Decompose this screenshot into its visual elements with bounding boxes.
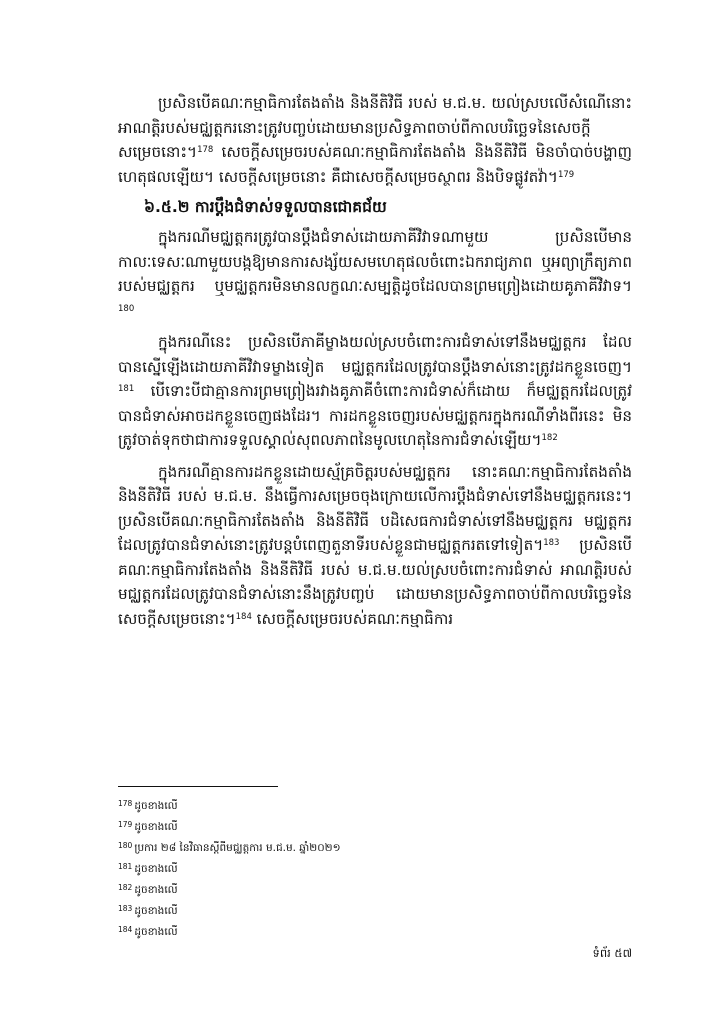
footnote-text: ដូចខាងលើ [134,800,178,812]
text-run: ក្នុងករណីមជ្ឈត្តករត្រូវបានប្តឹងជំទាស់ដោយភាគីវិវាទណាមួយ ប្រសិនបើមានកាលៈទេសៈណាមួយបង្កឱ្យមានការសង្ស័យសមហេតុផលចំពោះឯករាជ្យភាព ឬអព្យាក្រឹត្យភាពរបស់មជ្ឈត្តករ ឬមជ្ឈត្តករមិនមានលក្ខណៈសម្បត្តិដូចដែលបានព្រមព្រៀងដោយគូភាគីវិវាទ។ [118,228,632,295]
text-run: បើទោះបីជាគ្មានការព្រមព្រៀងរវាងគូភាគីចំពោះការជំទាស់ក៏ដោយ ក៏មជ្ឈត្តករដែលត្រូវបានជំទាស់អាចដកខ្លួនចេញផងដែរ។ ការដកខ្លួនចេញរបស់មជ្ឈត្តករក្នុងករណីទាំងពីរនេះ មិនត្រូវចាត់ទុកថាជាការទទួលស្គាល់សុពលភាពនៃមូលហេតុនៃការជំទាស់ឡើយ។ [118,382,632,449]
footnote-ref: 179 [557,169,575,180]
footnote [118,796,618,817]
footnote-number: 178 [118,799,133,808]
footnote-ref: 183 [543,538,560,548]
footnote-text: ប្រការ ២៨ នៃវិធានស្តីពីមជ្ឈត្តការ ម.ជ.ម. ឆ្នាំ២០២១ [134,842,341,854]
text-run: សេចក្តីសម្រេចរបស់គណៈកម្មាធិការតែងតាំង និងនីតិវិធី មិនចាំបាច់បង្ហាញហេតុផលឡើយ។ សេចក្តីសម្រេចនោះ គឺជាសេចក្តីសម្រេចស្ថាពរ និងបិទផ្លូវតវ៉ា។ [118,143,632,186]
footnote [118,922,618,943]
footnote-separator [118,786,278,787]
paragraph [118,91,632,189]
footnote [118,817,618,838]
footnote-text: ដូចខាងលើ [134,905,178,917]
footnote-number: 182 [118,883,133,892]
footnote-ref: 184 [235,611,252,622]
text-run: ក្នុងករណីគ្មានការដកខ្លួនដោយស្ម័គ្រចិត្តរបស់មជ្ឈត្តករ នោះគណៈកម្មាធិការតែងតាំង និងនីតិវិធី របស់ ម.ជ.ម. នឹងធ្វើការសម្រេចចុងក្រោយលើការប្តឹងជំទាស់ទៅនឹងមជ្ឈត្តករនេះ។ ប្រសិនបើគណៈកម្មាធិការតែងតាំង និងនីតិវិធី បដិសេធការជំទាស់ទៅនឹងមជ្ឈត្តករ មជ្ឈត្តករដែលត្រូវបានជំទាស់នោះត្រូវបន្តបំពេញតួនាទីរបស់ខ្លួនជាមជ្ឈត្តករតទៅទៀត។ [118,462,632,554]
footnote [118,901,618,922]
footnote-text: ដូចខាងលើ [134,821,178,833]
footnote-ref: 181 [118,384,135,394]
text-run: សេចក្តីសម្រេចរបស់គណៈកម្មាធិការ [251,609,454,628]
footnote-ref: 178 [197,145,214,155]
body-text [118,91,632,631]
footnote [118,859,618,880]
footnote-number: 184 [118,925,133,934]
footnote-ref: 182 [541,433,558,443]
paragraph [118,460,632,632]
footnote-text: ដូចខាងលើ [134,863,178,875]
section-heading: ៦.៥.២ ការប្តឹងជំទាស់ទទួលបានជោគជ័យ [144,198,387,216]
footnote-number: 180 [118,841,133,850]
text-run: ប្រសិនបើគណៈកម្មាធិការតែងតាំង និងនីតិវិធី របស់ ម.ជ.ម.យល់ស្របចំពោះការជំទាស់ អាណត្តិរបស់មជ្ឈត្តករដែលត្រូវបានជំទាស់នោះនឹងត្រូវបញ្ចប់ ដោយមានប្រសិទ្ធភាពចាប់ពីកាលបរិច្ឆេទនៃសេចក្តីសម្រេចនោះ។ [118,536,632,628]
footnote-number: 181 [118,862,133,871]
footnote-number: 179 [118,820,133,829]
text-run: ក្នុងករណីនេះ ប្រសិនបើភាគីម្ខាងយល់ស្របចំពោះការជំទាស់ទៅនឹងមជ្ឈត្តករ ដែលបានស្នើឡើងដោយភាគីវិវាទម្ខាងទៀត មជ្ឈត្តករដែលត្រូវបានប្តឹងទាស់នោះត្រូវដកខ្លួនចេញ។ [118,333,632,376]
footnote-text: ដូចខាងលើ [134,884,178,896]
text-run: ប្រសិនបើគណៈកម្មាធិការតែងតាំង និងនីតិវិធី របស់ ម.ជ.ម. យល់ស្របលើសំណើនោះ អាណត្តិរបស់មជ្ឈត្តករនោះត្រូវបញ្ចប់ដោយមានប្រសិទ្ធភាពចាប់ពីកាលបរិច្ឆេទនៃសេចក្តីសម្រេចនោះ។ [118,94,632,161]
page-number: ទំព័រ ៥៧ [592,946,632,960]
footnote [118,880,618,901]
footnote-number: 183 [118,904,133,913]
footnote-text: ដូចខាងលើ [134,926,178,938]
paragraph [118,330,632,453]
footnotes [118,796,618,943]
footnote-ref: 180 [118,303,135,314]
paragraph [118,225,632,323]
footnote [118,838,618,859]
